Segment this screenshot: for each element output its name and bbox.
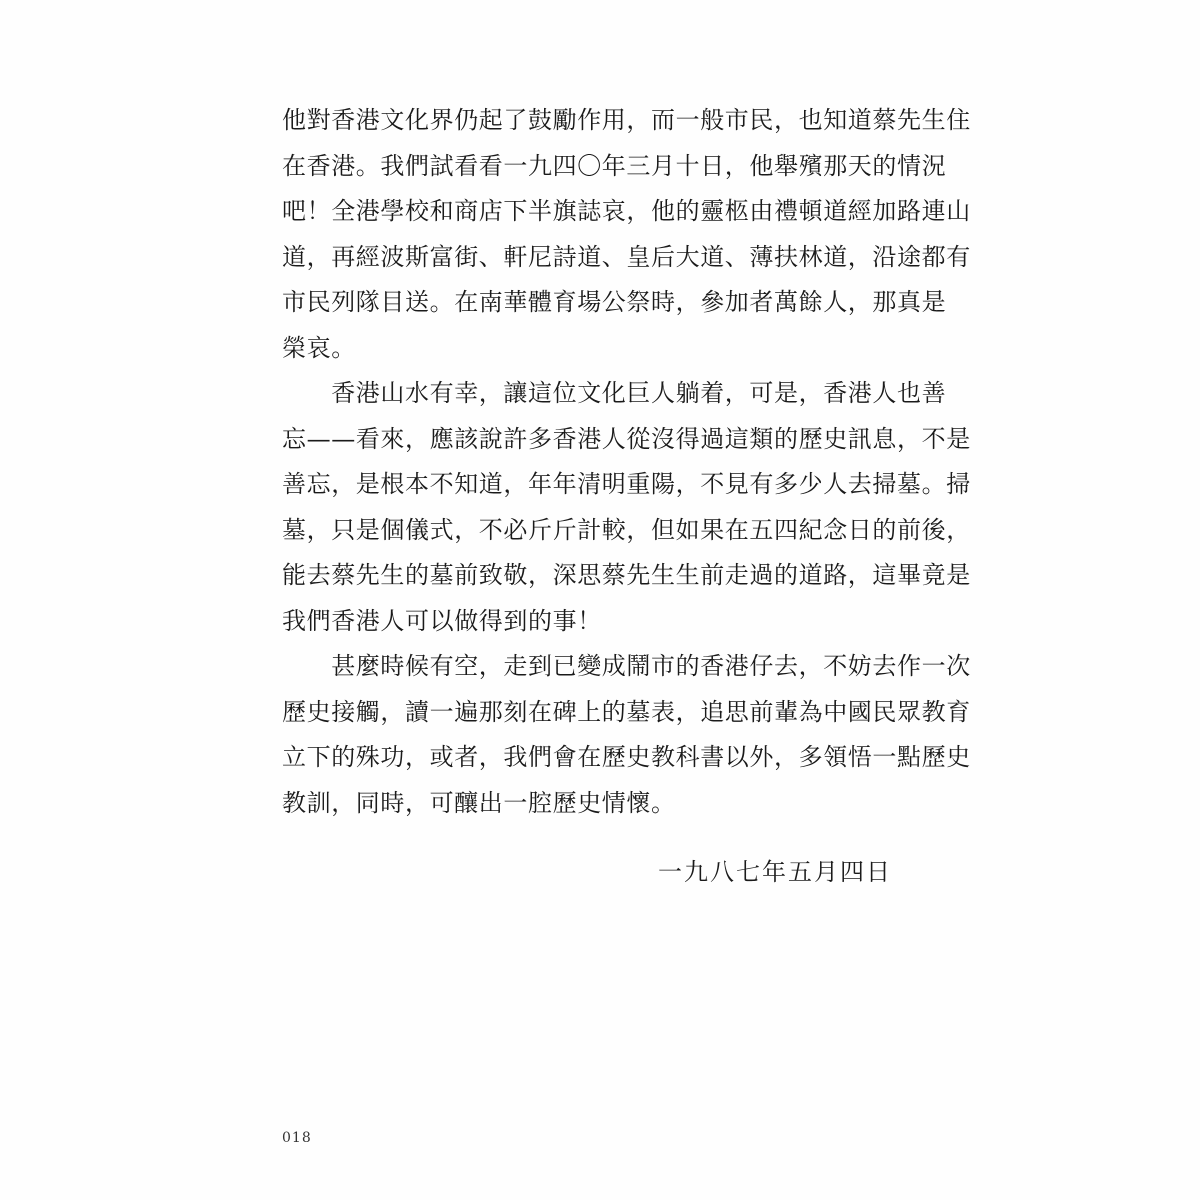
text-line: 吧！全港學校和商店下半旗誌哀，他的靈柩由禮頓道經加路連山 bbox=[282, 197, 971, 225]
text-line: 歷史接觸，讀一遍那刻在碑上的墓表，追思前輩為中國民眾教育 bbox=[282, 698, 971, 726]
text-line: 我們香港人可以做得到的事！ bbox=[282, 607, 602, 635]
text-line: 榮哀。 bbox=[282, 334, 356, 362]
text-line: 立下的殊功，或者，我們會在歷史教科書以外，多領悟一點歷史 bbox=[282, 743, 971, 771]
text-line: 墓，只是個儀式，不必斤斤計較，但如果在五四紀念日的前後， bbox=[282, 516, 971, 544]
page-number: 018 bbox=[282, 1130, 312, 1146]
text-line: 忘——看來，應該說許多香港人從沒得過這類的歷史訊息，不是 bbox=[282, 425, 971, 453]
text-line: 香港山水有幸，讓這位文化巨人躺着，可是，香港人也善 bbox=[282, 379, 947, 407]
text-line: 市民列隊目送。在南華體育場公祭時，參加者萬餘人，那真是 bbox=[282, 288, 947, 316]
text-line: 能去蔡先生的墓前致敬，深思蔡先生生前走過的道路，這畢竟是 bbox=[282, 561, 971, 589]
date-signature: 一九八七年五月四日 bbox=[658, 858, 892, 886]
text-line: 道，再經波斯富街、軒尼詩道、皇后大道、薄扶林道，沿途都有 bbox=[282, 243, 971, 271]
text-line: 在香港。我們試看看一九四〇年三月十日，他舉殯那天的情況 bbox=[282, 152, 947, 180]
text-line: 他對香港文化界仍起了鼓勵作用，而一般市民，也知道蔡先生住 bbox=[282, 106, 971, 134]
text-line: 甚麼時候有空，走到已變成鬧市的香港仔去，不妨去作一次 bbox=[282, 652, 971, 680]
text-line: 善忘，是根本不知道，年年清明重陽，不見有多少人去掃墓。掃 bbox=[282, 470, 971, 498]
text-line: 教訓，同時，可釀出一腔歷史情懷。 bbox=[282, 789, 676, 817]
